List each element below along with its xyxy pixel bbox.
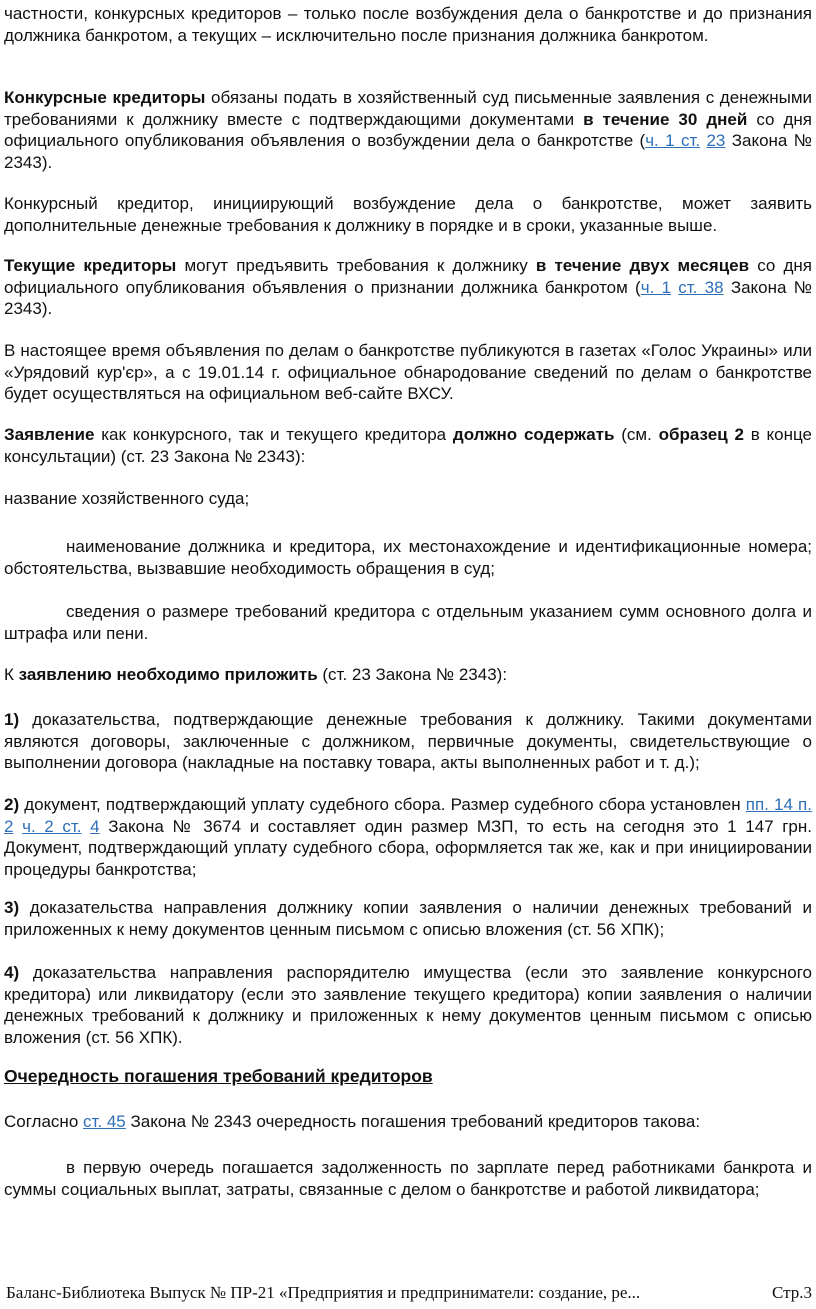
footer-page-number: Стр.3: [771, 1283, 812, 1302]
list-item-1-evidence: 1) доказательства, подтверждающие денежные требования к должнику. Такими документами являются договоры, заключенные с должником, первичные документы, свидетельствующие о выполнении договора (накладные на поставку товара, акты выполненных работ и т. д.);: [4, 710, 812, 772]
link-article-4[interactable]: 4: [90, 816, 100, 836]
list-item-claim-amount: сведения о размере требований кредитора с отдельным указанием сумм основного долга и штрафа или пени.: [4, 602, 812, 643]
term-must-contain: должно содержать: [452, 425, 615, 444]
section-heading: Очередность погашения требований кредиторов: [4, 1066, 433, 1086]
item-number-3: 3): [4, 898, 20, 917]
list-item-4-administrator-notice: 4) доказательства направления распорядителю имущества (если это заявление конкурсного кредитора) или ликвидатору (если это заявление текущего кредитора) копии заявления о наличии денежных требований к должнику и приложенных к нему документов ценным письмом с описью вложения (ст. 56 ХПК).: [4, 963, 812, 1047]
page-footer: [6, 1283, 812, 1303]
paragraph-announcements: В настоящее время объявления по делам о банкротстве публикуются в газетах «Голос Украины» или «Урядовий кур'єр», а с 19.01.14 г. официальное обнародование сведений по делам о банкротстве будет осуществляться на официальном веб-сайте ВХСУ.: [4, 341, 812, 403]
paragraph-attachments: К заявлению необходимо приложить (ст. 23 Закона № 2343):: [4, 665, 508, 684]
link-ch1-st[interactable]: ч. 1 ст.: [645, 131, 701, 150]
footer-publication-title: Баланс-Библиотека Выпуск № ПР-21 «Предприятия и предприниматели: создание, ре...: [6, 1283, 641, 1302]
term-bankruptcy-creditors: Конкурсные кредиторы: [4, 88, 206, 107]
link-pp14-p2[interactable]: пп. 14 п. 2: [4, 795, 812, 836]
item-number-1: 1): [4, 710, 20, 729]
list-item-court-name: название хозяйственного суда;: [4, 489, 250, 508]
term-sample-2: образец 2: [658, 425, 744, 444]
paragraph-initiating-creditor: Конкурсный кредитор, инициирующий возбуждение дела о банкротстве, может заявить дополнительные денежные требования к должнику в порядке и в сроки, указанные выше.: [4, 194, 812, 235]
item-number-2: 2): [4, 795, 20, 814]
term-current-creditors: Текущие кредиторы: [4, 256, 177, 275]
paragraph-current-creditors: Текущие кредиторы могут предъявить требования к должнику в течение двух месяцев со дня официального опубликования объявления о признании должника банкротом (ч. 1 ст. 38 Закона № 2343).: [4, 256, 813, 318]
link-ch1[interactable]: ч. 1: [640, 277, 672, 297]
link-article-45[interactable]: ст. 45: [83, 1112, 126, 1131]
list-item-debtor-creditor: наименование должника и кредитора, их местонахождение и идентификационные номера; обстоятельства, вызвавшие необходимость обращения в суд;: [4, 537, 812, 578]
term-two-months: в течение двух месяцев: [535, 256, 750, 275]
term-application: Заявление: [4, 425, 95, 444]
link-article-38[interactable]: ст. 38: [678, 277, 724, 297]
paragraph-bankruptcy-creditors: Конкурсные кредиторы обязаны подать в хозяйственный суд письменные заявления с денежными требованиями к должнику вместе с подтверждающими документами в течение 30 дней со дня официального опубликования объявления о возбуждении дела о банкротстве (ч. 1 ст. 23 Закона № 2343).: [4, 88, 812, 172]
list-item-3-debtor-notice: 3) доказательства направления должнику копии заявления о наличии денежных требований и приложенных к нему документов ценным письмом с описью вложения (ст. 56 ХПК);: [4, 898, 812, 939]
item-number-4: 4): [4, 963, 20, 982]
paragraph-creditors-timing: частности, конкурсных кредиторов – только после возбуждения дела о банкротстве и до признания должника банкротом, а текущих – исключительно после признания должника банкротом.: [4, 4, 812, 45]
link-article-23[interactable]: 23: [706, 131, 726, 150]
list-item-2-court-fee: 2) документ, подтверждающий уплату судебного сбора. Размер судебного сбора установлен пп. 14 п. 2 ч. 2 ст. 4 Закона № 3674 и составляет один размер МЗП, то есть на сегодня это 1 147 грн. Документ, подтверждающий уплату судебного сбора, оформляется так же, как и при инициировании процедуры банкротства;: [4, 795, 812, 879]
term-30-days: в течение 30 дней: [583, 109, 748, 129]
term-must-attach: заявлению необходимо приложить: [18, 665, 318, 684]
link-ch2-st[interactable]: ч. 2 ст.: [22, 816, 82, 836]
paragraph-repayment-order: Согласно ст. 45 Закона № 2343 очередность погашения требований кредиторов такова:: [4, 1112, 701, 1131]
list-item-first-priority: в первую очередь погашается задолженность по зарплате перед работниками банкрота и суммы социальных выплат, затраты, связанные с делом о банкротстве и работой ликвидатора;: [4, 1158, 812, 1199]
paragraph-application-content: Заявление как конкурсного, так и текущего кредитора должно содержать (см. образец 2 в конце консультации) (ст. 23 Закона № 2343):: [4, 425, 812, 466]
